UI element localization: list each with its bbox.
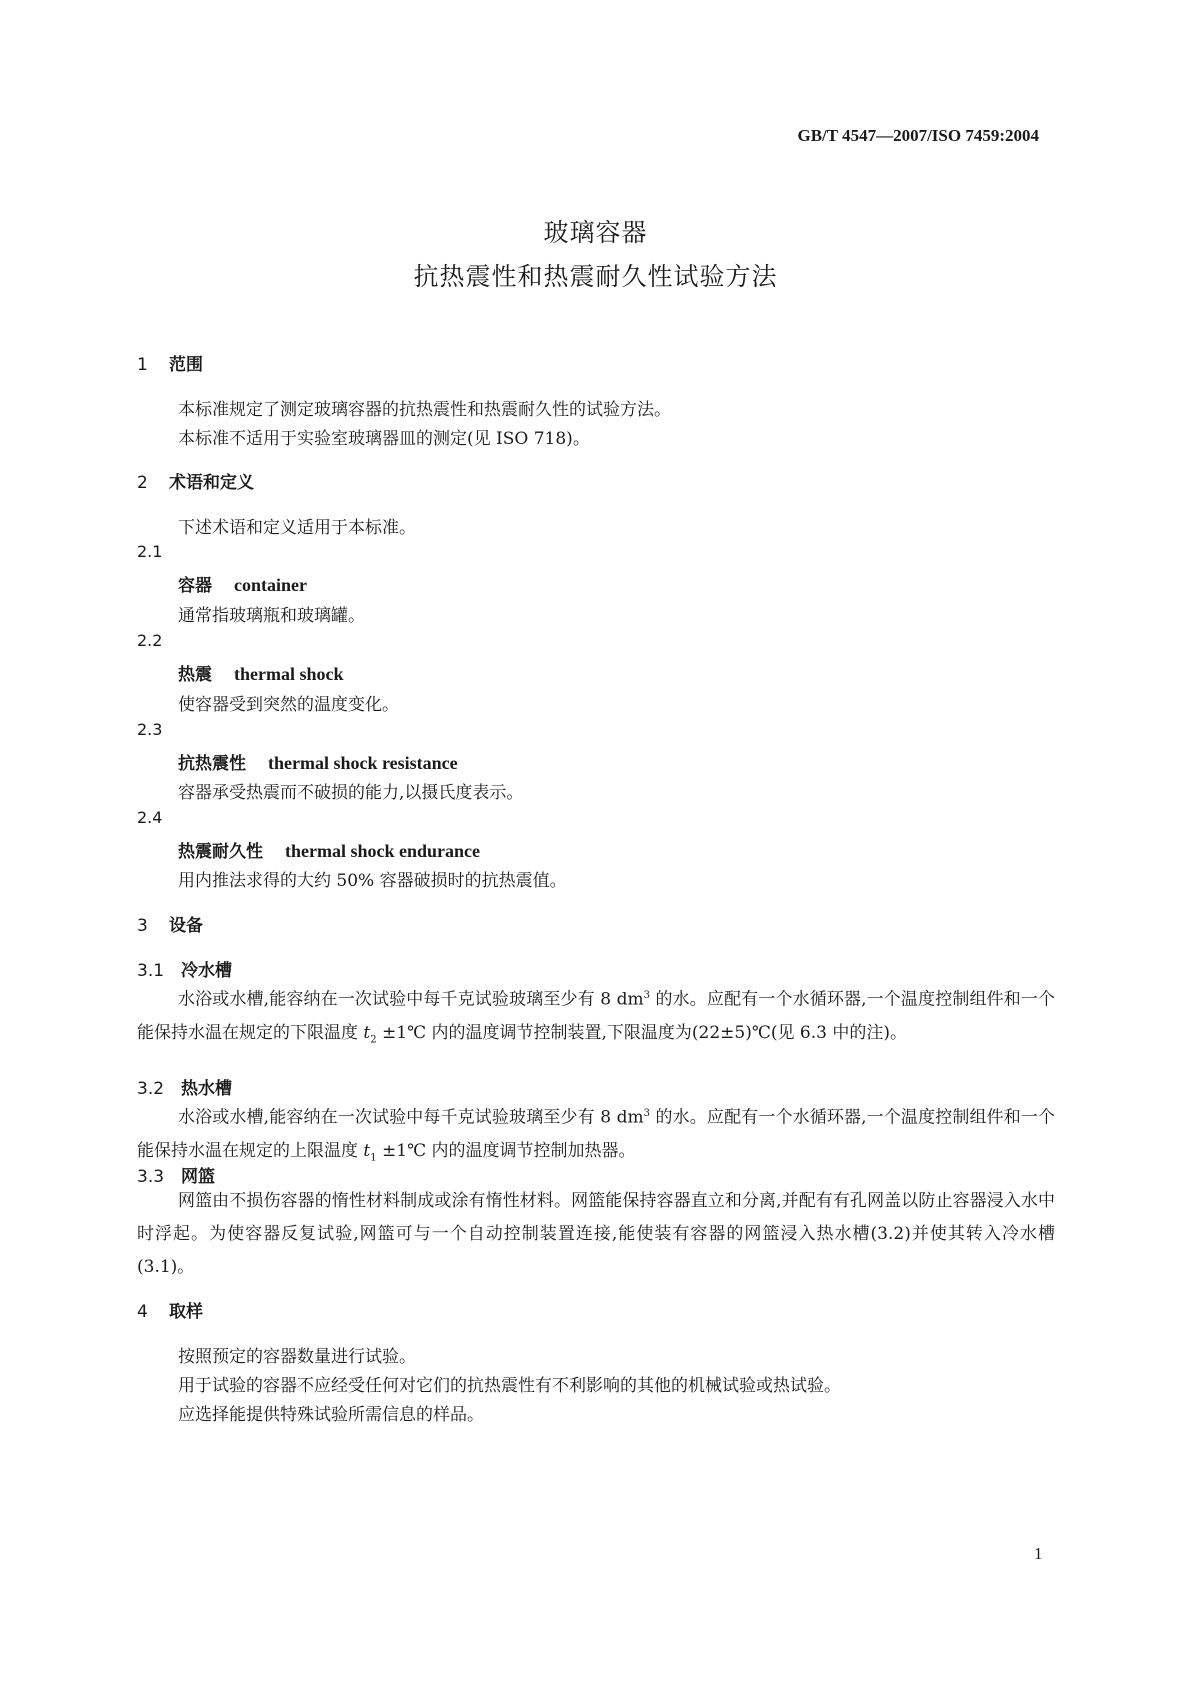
section-title: 设备 [169,916,203,936]
term-definition: 使容器受到突然的温度变化。 [178,695,399,715]
section-2-heading [137,468,254,493]
section-number: 3 [137,916,148,936]
term-number: 2.4 [137,808,163,827]
term-en: container [234,575,307,595]
term-zh: 容器 [178,576,212,596]
section-number: 1 [137,355,148,375]
paragraph: 下述术语和定义适用于本标准。 [178,518,416,538]
subsection-number: 3.2 [137,1079,165,1099]
section-4-heading [137,1297,203,1322]
term-number: 2.2 [137,631,163,650]
page-number: 1 [1034,1544,1043,1563]
term-zh: 热震 [178,665,212,685]
paragraph: 应选择能提供特殊试验所需信息的样品。 [178,1405,484,1425]
term-en: thermal shock endurance [285,841,480,861]
paragraph: 本标准不适用于实验室玻璃器皿的测定(见 ISO 718)。 [178,429,590,449]
term-heading [178,749,458,774]
subsection-3-2-heading [137,1074,232,1099]
subsection-number: 3.3 [137,1167,165,1187]
section-title: 术语和定义 [169,473,254,493]
document-title-line2: 抗热震性和热震耐久性试验方法 [413,262,778,291]
term-en: thermal shock resistance [268,753,458,773]
subsection-3-1-heading [137,956,232,981]
section-title: 取样 [169,1302,203,1322]
document-title-line1: 玻璃容器 [543,218,648,247]
term-heading [178,660,344,685]
subsection-title: 冷水槽 [181,961,232,981]
subsection-3-3-heading [137,1162,215,1187]
standard-code: GB/T 4547—2007/ISO 7459:2004 [797,126,1039,145]
section-1-heading [137,350,203,375]
section-number: 4 [137,1302,148,1322]
term-definition: 通常指玻璃瓶和玻璃罐。 [178,606,365,626]
subsection-3-3-text: 网篮由不损伤容器的惰性材料制成或涂有惰性材料。网篮能保持容器直立和分离,并配有有孔网盖以防止容器浸入水中时浮起。为使容器反复试验,网篮可与一个自动控制装置连接,能使装有容器的网篮浸入热水槽(3.2)并使其转入冷水槽(3.1)。 [137,1191,1055,1277]
subsection-3-2-text: 水浴或水槽,能容纳在一次试验中每千克试验玻璃至少有 8 $dm^3$ 的水。应配有一个水循环器,一个温度控制组件和一个能保持水温在规定的上限温度 $t_1$ ±1℃ 内的温度调节控制加热器。 [137,1107,1055,1164]
paragraph: 按照预定的容器数量进行试验。 [178,1347,416,1367]
section-3-heading [137,911,203,936]
term-number: 2.3 [137,720,163,739]
term-heading [178,837,480,862]
paragraph: 本标准规定了测定玻璃容器的抗热震性和热震耐久性的试验方法。 [178,400,671,420]
subsection-3-1-text: 水浴或水槽,能容纳在一次试验中每千克试验玻璃至少有 8 $dm^3$ 的水。应配有一个水循环器,一个温度控制组件和一个能保持水温在规定的下限温度 $t_2$ ±1℃ 内的温度调节控制装置,下限温度为(22±5)℃(见 6.3 中的注)。 [137,989,1055,1046]
term-number: 2.1 [137,542,163,561]
term-definition: 用内推法求得的大约 50% 容器破损时的抗热震值。 [178,871,567,891]
section-number: 2 [137,473,148,493]
term-zh: 热震耐久性 [178,842,263,862]
subsection-number: 3.1 [137,961,165,981]
subsection-title: 网篮 [181,1167,215,1187]
term-en: thermal shock [234,664,344,684]
section-title: 范围 [169,355,203,375]
term-heading [178,571,307,596]
term-definition: 容器承受热震而不破损的能力,以摄氏度表示。 [178,783,524,803]
paragraph: 用于试验的容器不应经受任何对它们的抗热震性有不利影响的其他的机械试验或热试验。 [178,1376,841,1396]
subsection-title: 热水槽 [181,1079,232,1099]
term-zh: 抗热震性 [178,754,246,774]
